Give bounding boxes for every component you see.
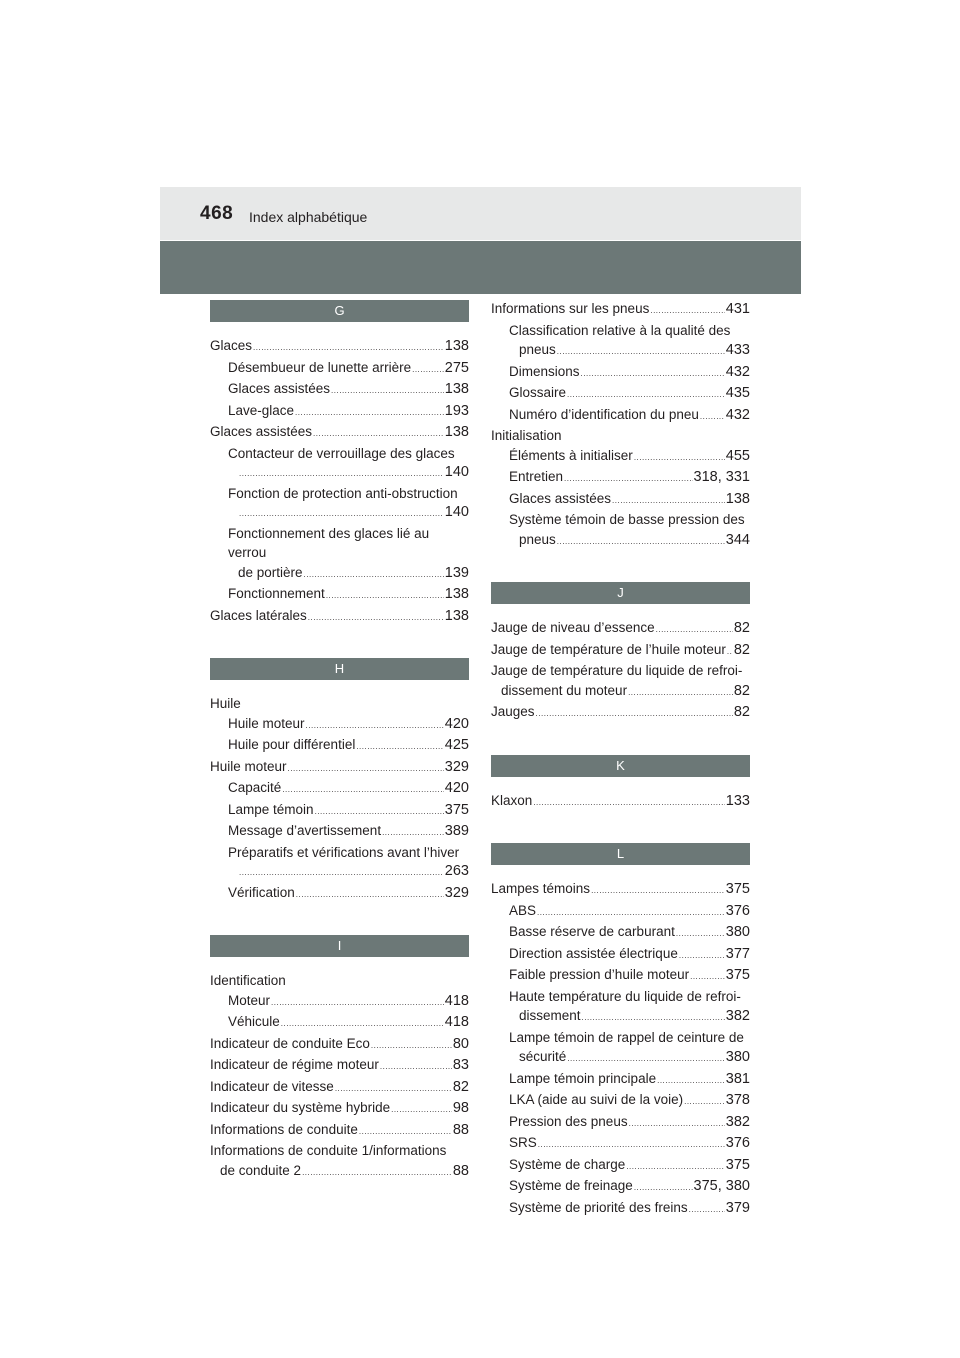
entry-page: 377 (725, 945, 750, 962)
index-subentry (210, 714, 469, 736)
entry-page: 380 (725, 1049, 750, 1065)
entry-label: Jauges (491, 704, 535, 719)
letter-header-i: I (210, 935, 469, 957)
entry-page: 82 (733, 641, 750, 658)
entry-page: 82 (733, 620, 750, 636)
index-subentry (210, 379, 469, 401)
index-subentry: Système témoin de basse pression des pneus ..... 344 (491, 510, 750, 551)
entry-page: 275 (444, 359, 469, 376)
entry-page: 138 (444, 607, 469, 624)
index-subentry (210, 1012, 469, 1034)
index-subentry (210, 883, 469, 905)
index-subentry (210, 800, 469, 822)
entry-page: 455 (725, 447, 750, 464)
entry-page: 82 (733, 704, 750, 720)
index-subentry (491, 1155, 750, 1177)
entry-label: Moteur (228, 992, 271, 1008)
entry-label: Indicateur de conduite Eco (210, 1035, 370, 1051)
entry-page: 138 (444, 586, 469, 602)
index-subentry (491, 1112, 750, 1134)
entry-page: 318, 331 (693, 469, 750, 485)
entry-page: 375, 380 (693, 1178, 750, 1194)
entry-label: Véhicule (228, 1014, 280, 1029)
index-subentry (491, 467, 750, 489)
entry-label: Message d’avertissement (228, 823, 382, 838)
entry-page: 418 (444, 992, 469, 1009)
index-entry (210, 1077, 469, 1099)
index-subentry (210, 991, 469, 1013)
entry-label: Huile pour différentiel (228, 737, 356, 752)
index-subentry (210, 821, 469, 843)
page-number: 468 (200, 203, 234, 224)
index-subentry (491, 405, 750, 427)
index-subentry (210, 843, 469, 883)
index-subentry (491, 965, 750, 987)
index-subentry (491, 922, 750, 944)
entry-page: 329 (444, 884, 469, 901)
entry-label: Éléments à initialiser (509, 447, 633, 463)
section-title: Index alphabétique (249, 209, 368, 225)
entry-page: 263 (444, 863, 469, 879)
entry-page: 88 (452, 1162, 469, 1179)
index-subentry (210, 778, 469, 800)
entry-page: 432 (725, 406, 750, 423)
index-entry (491, 791, 750, 813)
entry-page: 376 (725, 1135, 750, 1151)
entry-label: Préparatifs et vérifications avant l’hiver (228, 844, 460, 860)
entry-page: 344 (725, 531, 750, 548)
index-subentry (210, 358, 469, 380)
entry-label: Indicateur de régime moteur (210, 1057, 379, 1072)
entry-page: 389 (444, 823, 469, 839)
index-entry (491, 879, 750, 901)
entry-label: Fonctionnement des glaces lié au verrou (228, 525, 430, 560)
entry-label: Glaces (210, 338, 253, 353)
entry-page: 378 (725, 1092, 750, 1108)
entry-page: 435 (725, 385, 750, 401)
entry-label: Informations de conduite 1/informations (210, 1143, 447, 1158)
entry-label: Entretien (509, 469, 564, 484)
index-subentry: Lampe témoin de rappel de ceinture de sécurité ..... 380 (491, 1028, 750, 1069)
index-subentry: Fonctionnement des glaces lié au verrou de portière ..... 139 (210, 524, 469, 585)
index-subentry (491, 1090, 750, 1112)
index-column-right (491, 299, 750, 1219)
entry-page: 140 (444, 504, 469, 520)
index-subentry (491, 1176, 750, 1198)
index-entry (491, 640, 750, 662)
index-entry: Informations de conduite 1/informations de conduite 2 ..... 88 (210, 1141, 469, 1182)
index-subentry: Classification relative à la qualité des pneus ..... 433 (491, 321, 750, 362)
index-subentry (210, 444, 469, 484)
entry-label: Direction assistée électrique (509, 945, 678, 961)
index-subentry (210, 401, 469, 423)
entry-page: 375 (444, 801, 469, 818)
letter-header-l: L (491, 843, 750, 865)
index-subentry (491, 944, 750, 966)
entry-page: 382 (725, 1008, 750, 1024)
index-entry: Huile (210, 696, 241, 711)
entry-label: Système de priorité des freins (509, 1199, 688, 1215)
entry-page: 380 (725, 924, 750, 940)
entry-page: 193 (444, 402, 469, 419)
entry-label: Système témoin de basse pression des (509, 512, 745, 527)
entry-page: 379 (725, 1199, 750, 1216)
entry-page: 431 (725, 301, 750, 317)
entry-label: Fonction de protection anti-obstruction (228, 485, 458, 501)
entry-label: Huile moteur (228, 715, 305, 731)
entry-label: Système de freinage (509, 1178, 633, 1193)
letter-header-j: J (491, 582, 750, 604)
entry-page: 375 (725, 881, 750, 897)
index-entry (491, 299, 750, 321)
entry-page: 139 (444, 564, 469, 581)
index-subentry (491, 446, 750, 468)
entry-page: 88 (452, 1121, 469, 1138)
entry-label: Pression des pneus (509, 1113, 628, 1129)
index-entry (210, 1098, 469, 1120)
entry-label: Klaxon (491, 792, 533, 808)
entry-page: 375 (725, 967, 750, 983)
entry-label: Lampe témoin (228, 801, 314, 817)
index-entry (491, 618, 750, 640)
entry-label: Classification relative à la qualité des (509, 322, 731, 338)
entry-label: Huile moteur (210, 758, 287, 774)
entry-page: 138 (444, 424, 469, 440)
entry-label: Contacteur de verrouillage des glaces (228, 445, 455, 461)
index-entry (210, 1055, 469, 1077)
entry-label: Lampe témoin de rappel de ceinture de (509, 1029, 744, 1045)
entry-label: Glaces assistées (509, 490, 612, 506)
index-entry (210, 757, 469, 779)
index-subentry: Haute température du liquide de refroi- dissement ..... 382 (491, 987, 750, 1028)
entry-label: Numéro d’identification du pneu (509, 406, 699, 422)
index-subentry (491, 901, 750, 923)
entry-label: Glaces latérales (210, 607, 307, 623)
entry-page: 133 (725, 792, 750, 809)
entry-page: 432 (725, 363, 750, 380)
index-subentry (210, 484, 469, 524)
entry-label: Glaces assistées (210, 424, 313, 439)
letter-header-h: H (210, 658, 469, 680)
entry-page: 83 (452, 1057, 469, 1073)
index-column-left (210, 296, 469, 1182)
entry-label: Dimensions (509, 363, 580, 379)
entry-page: 381 (725, 1070, 750, 1087)
entry-label: Indicateur du système hybride (210, 1100, 391, 1115)
entry-label: Glaces assistées (228, 381, 331, 396)
entry-label: Basse réserve de carburant (509, 924, 675, 939)
entry-page: 138 (725, 490, 750, 507)
entry-label: Haute température du liquide de refroi- (509, 988, 741, 1004)
index-entry (210, 1120, 469, 1142)
index-subentry (491, 1069, 750, 1091)
entry-page: 425 (444, 737, 469, 753)
letter-header-k: K (491, 755, 750, 777)
entry-label: Informations sur les pneus (491, 301, 650, 316)
index-entry (210, 1034, 469, 1056)
entry-label: SRS (509, 1135, 537, 1150)
entry-label: Jauge de niveau d’essence (491, 620, 655, 635)
index-subentry (210, 584, 469, 606)
entry-page: 376 (725, 902, 750, 919)
entry-label: Indicateur de vitesse (210, 1078, 334, 1094)
entry-label: Capacité (228, 780, 282, 795)
entry-page: 382 (725, 1113, 750, 1130)
index-entry: Identification (210, 973, 286, 988)
entry-page: 433 (725, 342, 750, 358)
index-subentry (491, 383, 750, 405)
index-entry (210, 336, 469, 358)
entry-page: 98 (452, 1100, 469, 1116)
entry-page: 375 (725, 1156, 750, 1173)
entry-label: Glossaire (509, 385, 567, 400)
entry-page: 420 (444, 715, 469, 732)
index-entry: Jauge de température du liquide de refroi- dissement du moteur ..... 82 (491, 661, 750, 702)
index-subentry (491, 489, 750, 511)
entry-label: Désembueur de lunette arrière (228, 359, 412, 375)
entry-label: Jauge de température de l’huile moteur (491, 641, 726, 657)
entry-label: Faible pression d’huile moteur (509, 967, 690, 982)
index-entry (210, 422, 469, 444)
entry-label: Jauge de température du liquide de refroi- (491, 663, 743, 678)
entry-page: 82 (452, 1078, 469, 1095)
index-subentry (210, 735, 469, 757)
entry-page: 329 (444, 758, 469, 775)
entry-label: Vérification (228, 884, 295, 900)
index-entry (210, 606, 469, 628)
entry-label: Fonctionnement (228, 586, 325, 601)
entry-page: 420 (444, 780, 469, 796)
entry-page: 80 (452, 1035, 469, 1052)
letter-header-g: G (210, 300, 469, 322)
entry-page: 418 (444, 1014, 469, 1030)
header-band (160, 241, 801, 294)
entry-page: 82 (733, 682, 750, 699)
entry-label: Lave-glace (228, 402, 295, 418)
entry-label: ABS (509, 902, 537, 918)
entry-label: Informations de conduite (210, 1121, 358, 1137)
entry-label: Système de charge (509, 1156, 626, 1172)
entry-label: Lampe témoin principale (509, 1070, 657, 1086)
index-subentry (491, 1133, 750, 1155)
index-subentry (491, 1198, 750, 1220)
index-entry: Initialisation (491, 428, 562, 443)
entry-label: LKA (aide au suivi de la voie) (509, 1092, 684, 1107)
entry-page: 140 (444, 464, 469, 480)
entry-page: 138 (444, 381, 469, 397)
entry-label: Lampes témoins (491, 881, 591, 896)
entry-page: 138 (444, 338, 469, 354)
index-subentry (491, 362, 750, 384)
index-entry (491, 702, 750, 724)
